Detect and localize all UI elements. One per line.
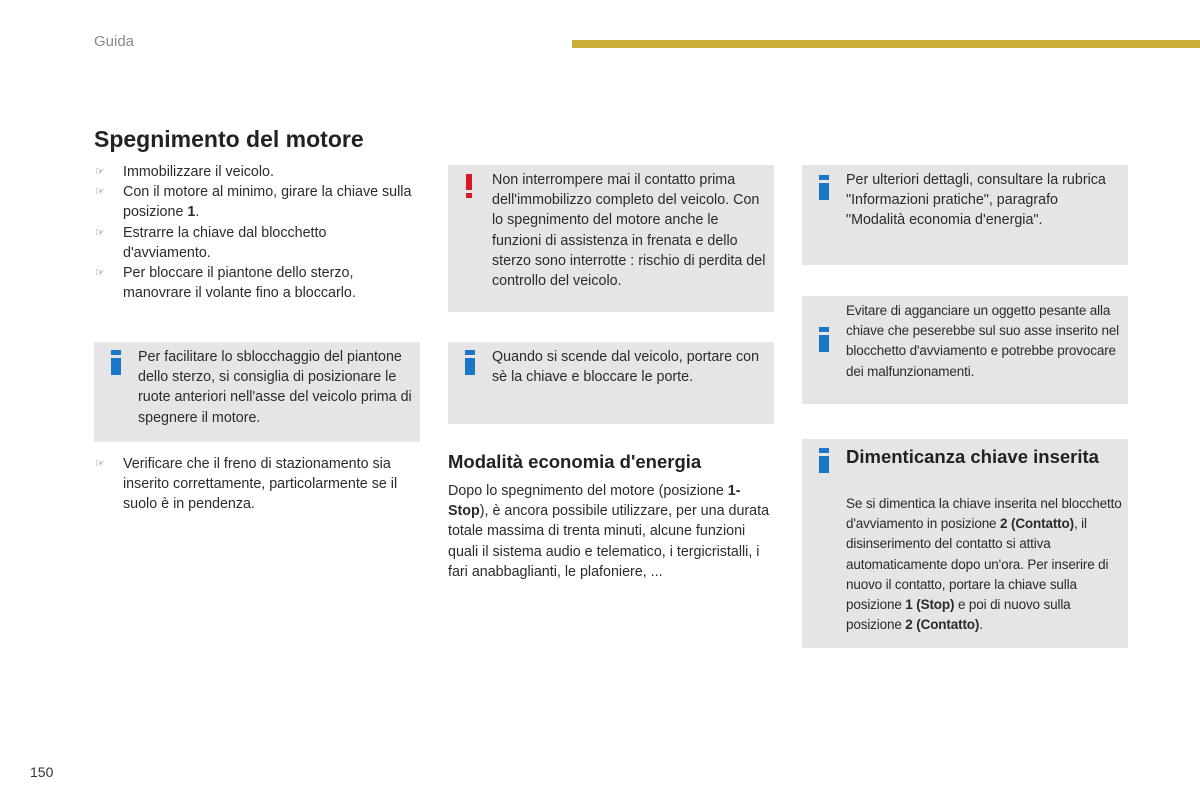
section-label: Guida — [94, 33, 135, 50]
pointing-hand-icon: ☞ — [95, 458, 105, 470]
pointing-hand-icon: ☞ — [95, 166, 105, 178]
info-box-heavy-object — [802, 296, 1128, 404]
info-icon — [465, 350, 475, 375]
info-box-steering — [94, 342, 420, 442]
info-icon — [819, 448, 829, 473]
info-steering-text: Per facilitare lo sblocchaggio del piantone dello sterzo, si consiglia di posizionare le ruote anteriori nell'asse del veicolo prima di spegnere il motore. — [138, 349, 412, 426]
warning-box — [448, 165, 774, 312]
list-item: ☞ Con il motore al minimo, girare la chiave sulla posizione 1. — [95, 184, 412, 221]
info-box-exit — [448, 342, 774, 424]
pointing-hand-icon: ☞ — [95, 186, 105, 199]
steps-list — [94, 162, 414, 303]
economy-text: Dopo lo spegnimento del motore (posizione 1-Stop), è ancora possibile utilizzare, per una durata totale massima di trenta minuti, alcune funzioni quali il sistema audio e telematico, i tergicristalli, i fari anabbaglianti, le plafoniere, ... — [448, 483, 770, 580]
warning-exclamation-icon — [464, 174, 474, 198]
forgotten-key-box — [802, 439, 1128, 648]
forgotten-key-title: Dimenticanza chiave inserita — [846, 446, 1099, 467]
list-item: ☞ Estrarre la chiave dal blocchetto d'avviamento. — [95, 224, 327, 261]
warning-text: Non interrompere mai il contatto prima dell'immobilizzo completo del veicolo. Con lo spegnimento del motore anche le funzioni di assistenza in frenata e dello sterzo sono interrotte : rischio di perdita del controllo del veicolo. — [492, 172, 766, 290]
info-details-text: Per ulteriori dettagli, consultare la rubrica "Informazioni pratiche", paragrafo "Modalità economia d'energia". — [846, 172, 1106, 229]
page-title: Spegnimento del motore — [94, 126, 364, 152]
list-item: ☞ Immobilizzare il veicolo. — [94, 162, 414, 182]
economy-section — [448, 451, 770, 582]
list-item: ☞ Per bloccare il piantone dello sterzo, manovrare il volante fino a bloccarlo. — [95, 265, 356, 302]
economy-title: Modalità economia d'energia — [448, 451, 702, 472]
info-icon — [819, 175, 829, 200]
pointing-hand-icon: ☞ — [95, 226, 105, 239]
info-box-details — [802, 165, 1128, 265]
info-exit-text: Quando si scende dal veicolo, portare con sè la chiave e bloccare le porte. — [492, 349, 760, 386]
forgotten-key-text: Se si dimentica la chiave inserita nel blocchetto d'avviamento in posizione 2 (Contatto), il disinserimento del contatto si attiva automaticamente dopo un'ora. Per inserire di nuovo il contatto, portare la chiave sulla posizione 1 (Stop) e poi di nuovo sulla posizione 2 (Contatto). — [846, 496, 1122, 633]
header-accent-bar — [572, 40, 1200, 48]
info-icon — [819, 327, 829, 352]
handbrake-list — [94, 454, 420, 515]
pointing-hand-icon: ☞ — [95, 267, 105, 280]
info-icon — [111, 350, 121, 375]
page-number: 150 — [30, 764, 54, 780]
info-heavy-text: Evitare di agganciare un oggetto pesante alla chiave che peserebbe sul suo asse inserito nel blocchetto d'avviamento e potrebbe provocare dei malfunzionamenti. — [846, 303, 1120, 379]
list-item: ☞ Verificare che il freno di stazionamento sia inserito correttamente, particolarmente se il suolo è in pendenza. — [95, 456, 398, 513]
